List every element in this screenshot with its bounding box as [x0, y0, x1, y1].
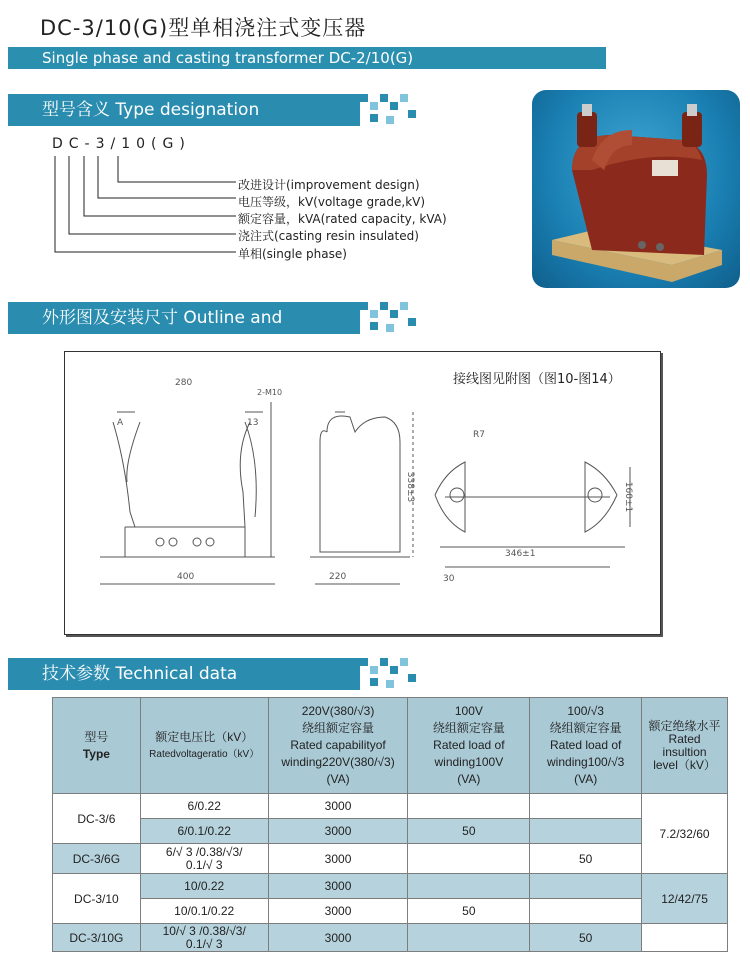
- designation-item-phase: 单相(single phase): [238, 247, 347, 261]
- dim-280: 280: [175, 378, 193, 388]
- cell-type: DC-3/10G: [53, 924, 141, 952]
- cell-type: DC-3/6: [53, 794, 141, 844]
- cell-ratio: 6/0.22: [140, 794, 268, 819]
- designation-item-casting: 浇注式(casting resin insulated): [238, 229, 419, 243]
- cell-cap220: 3000: [268, 899, 408, 924]
- subtitle-band: Single phase and casting transformer DC-2/10(G): [8, 47, 606, 69]
- cell-cap220: 3000: [268, 794, 408, 819]
- cell-cap220: 3000: [268, 819, 408, 844]
- page-title: DC-3/10(G)型单相浇注式变压器: [40, 16, 367, 40]
- dim-346: 346±1: [505, 549, 536, 559]
- cell-cap100s3: [530, 899, 642, 924]
- header-cap100s3: 100/√3 绕组额定容量 Rated load of winding100/√3 (VA): [530, 698, 642, 794]
- cell-ratio: 6/0.1/0.22: [140, 819, 268, 844]
- cell-cap100: [408, 874, 530, 899]
- cell-cap100: 50: [408, 899, 530, 924]
- cell-ratio: 10/0.22: [140, 874, 268, 899]
- section-type-designation: 型号含义 Type designation: [8, 94, 360, 126]
- cell-insulation: [642, 924, 728, 952]
- table-row: [53, 844, 728, 874]
- designation-item-capacity: 额定容量，kVA(rated capacity, kVA): [238, 212, 447, 226]
- cell-insulation: 7.2/32/60: [642, 794, 728, 874]
- section-outline: 外形图及安装尺寸 Outline and dimensions: [8, 302, 360, 334]
- cell-cap100: 50: [408, 819, 530, 844]
- table-row: [53, 874, 728, 899]
- cell-ratio: 10/√ 3 /0.38/√3/ 0.1/√ 3: [140, 924, 268, 952]
- cell-cap100: [408, 924, 530, 952]
- dim-338: 338±3: [405, 471, 416, 503]
- outline-drawing: [64, 351, 661, 635]
- header-cap100: 100V 绕组额定容量 Rated load of winding100V (VA): [408, 698, 530, 794]
- cell-cap100: [408, 844, 530, 874]
- header-type: 型号 Type: [53, 698, 141, 794]
- cell-cap100s3: [530, 874, 642, 899]
- designation-item-improvement: 改进设计(improvement design): [238, 178, 420, 192]
- wiring-note: 接线图见附图（图10-图14）: [453, 372, 621, 387]
- cell-cap220: 3000: [268, 844, 408, 874]
- header-cap220: 220V(380/√3) 绕组额定容量 Rated capabilityof winding220V(380/√3) (VA): [268, 698, 408, 794]
- cell-type: DC-3/6G: [53, 844, 141, 874]
- technical-data-table: [52, 697, 728, 952]
- dimension-drawing: [65, 352, 660, 634]
- dim-30: 30: [443, 574, 455, 584]
- dim-400: 400: [177, 572, 195, 582]
- header-insulation: 额定绝缘水平 Rated insultion level（kV）: [642, 698, 728, 794]
- cell-insulation: 12/42/75: [642, 874, 728, 924]
- cell-ratio: 10/0.1/0.22: [140, 899, 268, 924]
- section-technical-data: 技术参数 Technical data: [8, 658, 360, 690]
- designation-code: DC-3/10(G): [52, 136, 191, 152]
- dim-160: 160±1: [623, 481, 634, 513]
- cell-type: DC-3/10: [53, 874, 141, 924]
- designation-lines: [50, 150, 240, 260]
- product-photo: [532, 90, 740, 288]
- table-row: [53, 794, 728, 819]
- cell-cap100s3: 50: [530, 844, 642, 874]
- cell-cap100s3: [530, 794, 642, 819]
- table-row: [53, 899, 728, 924]
- dim-13: 13: [247, 418, 259, 428]
- cell-cap220: 3000: [268, 924, 408, 952]
- cell-cap220: 3000: [268, 874, 408, 899]
- transformer-image: [532, 90, 740, 288]
- cell-ratio: 6/√ 3 /0.38/√3/ 0.1/√ 3: [140, 844, 268, 874]
- dim-2m10: 2-M10: [257, 388, 283, 397]
- cell-cap100: [408, 794, 530, 819]
- dim-r7: R7: [473, 430, 485, 440]
- table-row: [53, 819, 728, 844]
- designation-item-voltage: 电压等级，kV(voltage grade,kV): [238, 195, 426, 209]
- dim-220: 220: [329, 572, 347, 582]
- table-row: [53, 924, 728, 952]
- header-ratio: 额定电压比（kV） Ratedvoltageratio（kV）: [140, 698, 268, 794]
- table-header-row: [53, 698, 728, 794]
- cell-cap100s3: [530, 819, 642, 844]
- dim-a: A: [117, 418, 124, 428]
- cell-cap100s3: 50: [530, 924, 642, 952]
